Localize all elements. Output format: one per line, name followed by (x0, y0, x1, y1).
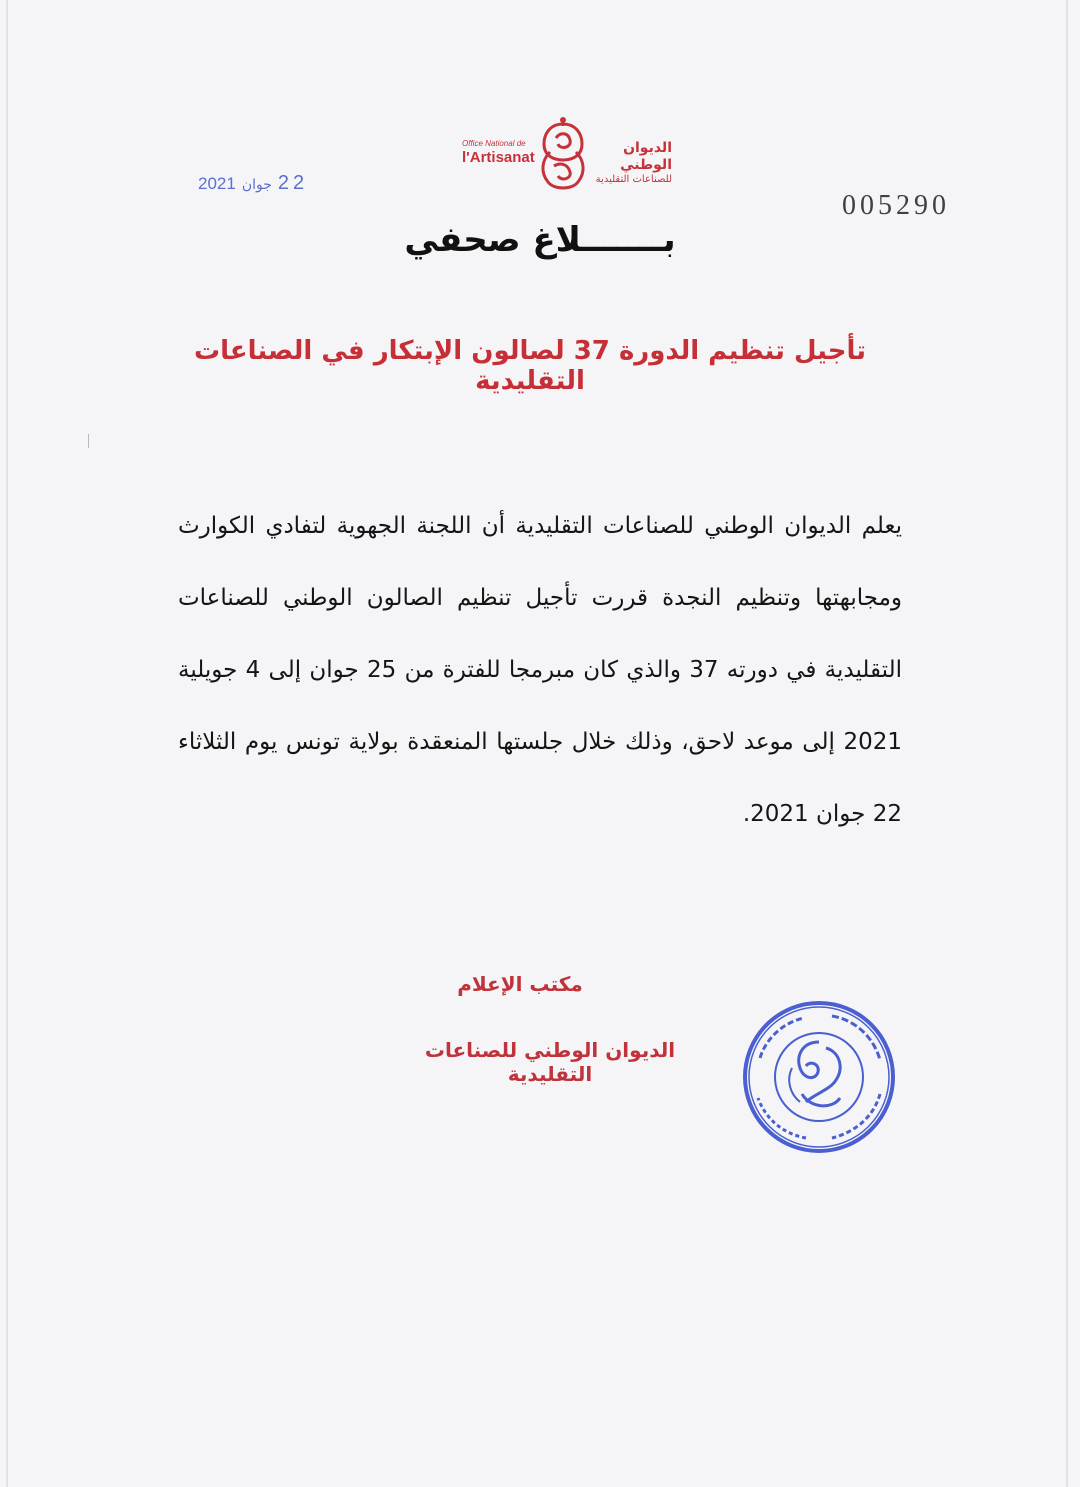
page-edge-right (1066, 0, 1068, 1487)
body-paragraph: يعلم الديوان الوطني للصناعات التقليدية أن اللجنة الجهوية لتفادي الكوارث ومجابهتها وتنظيم النجدة قررت تأجيل تنظيم الصالون الوطني للصناعات التقليدية في دورته 37 والذي كان مبرمجا للفترة من 25 جوان إلى 4 جويلية 2021 إلى موعد لاحق، وذلك خلال جلستها المنعقدة بولاية تونس يوم الثلاثاء 22 جوان 2021. (178, 513, 902, 827)
logo-ar-line1: الديوان الوطني (620, 140, 672, 173)
official-seal-icon (740, 998, 898, 1156)
logo-french-text (462, 139, 535, 166)
serial-number: 005290 (842, 190, 950, 221)
logo-ar-line2: للصناعات التقليدية (595, 173, 672, 185)
logo-fr-line2: l'Artisanat (462, 149, 535, 166)
page-title: بـــــــلاغ صحفي (404, 220, 676, 260)
date-stamp-year: 2021 (198, 174, 236, 193)
logo-arabic-text (592, 140, 672, 186)
artisanat-emblem-icon (530, 116, 596, 196)
date-stamp-month: جوان (241, 176, 272, 192)
signature-organization: الديوان الوطني للصناعات التقليدية (424, 1038, 676, 1086)
date-stamp (198, 172, 308, 196)
date-stamp-day: 22 (277, 172, 309, 194)
page-edge-left (6, 0, 8, 1487)
logo-fr-line1: Office National de (462, 139, 526, 148)
signature-office: مكتب الإعلام (457, 972, 583, 996)
header-logo (458, 116, 672, 202)
press-release-subtitle: تأجيل تنظيم الدورة 37 لصالون الإبتكار في الصناعات التقليدية (193, 336, 867, 396)
scan-mark (88, 434, 97, 448)
